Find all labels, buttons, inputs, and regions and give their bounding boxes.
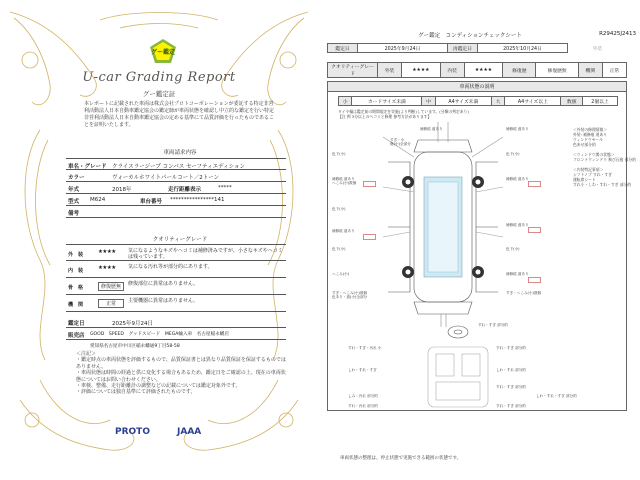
damage-label: 補修痕 道あり: [506, 177, 529, 181]
cell: 再鑑定日: [448, 44, 478, 53]
interior-label: しわ・すれ 部分的: [496, 368, 526, 372]
quality-box: 正常: [98, 299, 124, 308]
quality-grade-table: [327, 62, 627, 78]
date-table: [327, 43, 627, 53]
field-label: 車台番号: [140, 199, 163, 205]
appraisal-date: 2025年9月24日: [112, 321, 153, 327]
interior-label: すれ・すぎ・汚れ 小: [348, 346, 382, 350]
cell: クオリティーグレード: [328, 63, 378, 78]
damage-marker: [363, 234, 376, 240]
logo-text: グー鑑定: [150, 49, 176, 56]
damage-marker: [528, 227, 541, 233]
legend-note: タイヤ幅は鑑定前の期間規定を実施(より判断)しています。(分類の判定あり) 【注 例 3分以上のヘコミと修理 参考方法があります】: [338, 109, 469, 119]
interior-label: すれ・すぎ 部分的: [496, 346, 526, 350]
field-label: 型式: [68, 199, 80, 205]
field-value: ****************141: [170, 197, 225, 203]
cell: ★★★★: [402, 63, 441, 78]
certificate-subtitle: グー鑑定証: [142, 90, 176, 98]
field-label: 走行距離表示: [168, 187, 202, 193]
proto-logo: PROTO: [115, 427, 150, 437]
damage-label: 色下(小): [332, 207, 346, 211]
damage-label: 補修痕 道あり: [332, 229, 355, 233]
sheet-code: R29425J2413: [599, 31, 636, 37]
quality-row-interior: [66, 261, 286, 278]
vehicle-section-heading: 車両請求内容: [163, 150, 197, 156]
damage-label: 色下(小): [506, 152, 520, 156]
quality-row-exterior: [66, 244, 286, 261]
interior-label: しわ・すれ・すぎ: [348, 368, 377, 372]
vehicle-fields: [66, 158, 286, 218]
quality-label: 内 装: [68, 268, 84, 274]
interior-label: しみ・汚れ 部分的: [348, 394, 378, 398]
dealer-address: 愛知県名古屋市中川区稲永幡通9丁目58-58: [90, 344, 180, 349]
cell: 数値: [561, 97, 583, 106]
damage-label: 補修痕 道あり へこみ(小)数個: [332, 177, 357, 186]
field-value: M624: [90, 197, 106, 203]
cell: カードサイズ未満: [352, 97, 422, 106]
field-value: 2018年: [112, 187, 132, 193]
interior-label: すれ・すぎ 部分的: [478, 323, 508, 327]
appraisal-date-label: 鑑定日: [68, 321, 85, 327]
cell: 内装: [440, 63, 464, 78]
damage-label: 補修痕 道あり: [506, 127, 529, 131]
quality-stars: ★★★★: [98, 249, 116, 255]
appraisal-date-row: [66, 316, 286, 328]
quality-desc: 修復部位に異常はありません。: [128, 281, 199, 287]
quality-section-heading: クオリティーグレード: [152, 237, 208, 243]
damage-marker: [528, 181, 541, 187]
quality-row-frame: [66, 278, 286, 295]
grading-certificate: [0, 0, 318, 480]
damage-label: 補修痕 道あり: [420, 127, 443, 131]
cell: 2個以上: [583, 97, 618, 106]
damage-label: すぎ・へこみ(小)数個 色あり・道(小)全部分: [332, 291, 368, 300]
certificate-notes: [76, 351, 286, 396]
damage-label: 色下(小): [332, 152, 346, 156]
cell: 正常: [602, 63, 626, 78]
cell: 大: [491, 97, 504, 106]
quality-desc: 主要機器に異常はありません。: [128, 298, 199, 304]
cell: A4サイズ未満: [435, 97, 491, 106]
field-value: *****: [218, 185, 232, 191]
note-item: ・車検、整備、走行距離計の調整などの記載については鑑定対象外です。: [76, 383, 241, 390]
quality-label: 機 関: [68, 302, 84, 308]
field-label: 備考: [68, 211, 80, 217]
cell: ★★★★: [464, 63, 503, 78]
cell: 外装: [378, 63, 402, 78]
quality-label: 骨 格: [68, 285, 84, 291]
quality-label: 外 装: [68, 252, 84, 258]
interior-label: すれ・すぎ 部分的: [496, 404, 526, 408]
damage-label: 補修痕 道あり: [506, 223, 529, 227]
note-item: ・評価については独自基準にて評価されたものです。: [76, 389, 196, 396]
dealer-rows: [66, 316, 286, 352]
jaaa-logo: JAAA: [177, 427, 202, 437]
quality-desc: 気になるようなキズやヘコミは補修済みですが、小さなキズやヘコミは残っています。: [128, 248, 283, 260]
quality-desc: 気になる汚れ等が部分的にあります。: [128, 264, 213, 270]
dealer-label: 販売店: [68, 333, 85, 339]
damage-label: 色下(小): [332, 247, 346, 251]
damage-marker: [528, 277, 541, 283]
cell: 2025年9月24日: [358, 44, 448, 53]
interior-label: しわ・すれ・すぎ 部分的: [536, 394, 577, 398]
condition-check-sheet: [320, 0, 640, 480]
field-label: 年式: [68, 187, 80, 193]
field-row-model: [66, 194, 286, 206]
field-label: 車名・グレード: [68, 164, 107, 170]
field-value: ヴォーカルホワイトパールコート／2トーン: [112, 175, 220, 181]
damage-label: 補修痕 道あり: [506, 272, 529, 276]
cell: 機関: [578, 63, 602, 78]
cell: 小: [339, 97, 352, 106]
damage-label: すぎ・小 傷(小)全部分: [390, 138, 411, 147]
interior-label: すれ・汚れ 部分的: [348, 404, 378, 408]
field-row-name: [66, 158, 286, 170]
dealer-row: [66, 328, 286, 340]
repair-notes: ＜外装の修理情報＞ 外装: 補修痕 道あり ウィンドウモール 色あせ部分的 ＜ウィンドウ関の状態＞ フロントウィンドウ 飛び石痕 部分的 ＜内装特記事項＞ シフトノブ すれ・すぎ 運転席シート すれ小・しわ・すれ・すぎ 部分的: [573, 127, 636, 187]
damage-marker: [363, 181, 376, 187]
damage-label: 色下(小): [506, 247, 520, 251]
field-row-color: [66, 170, 286, 182]
interior-label: すれ・すぎ 部分的: [496, 385, 526, 389]
field-row-year: [66, 182, 286, 194]
damage-label: へこみ(小): [332, 272, 350, 276]
cell: 修復歴無: [536, 63, 578, 78]
certificate-intro: 本レポートに記載された車両は株式会社プロトコーポレーションが委託する特定非営利活動法人日本自動車鑑定協会の鑑定師が車両状態を確認し中立的な鑑定を行い特定非営利活動法人日本自動車鑑定協会の定める基準にて品質評価を行ったものであることを証明いたします。: [84, 101, 275, 128]
dealer-name: GOOD SPEED グッドスピード MEGA輸入車 名古屋稲永幡店: [90, 332, 229, 337]
sheet-title: グー鑑定 コンディションチェックシート: [418, 33, 522, 39]
quality-row-engine: [66, 295, 286, 312]
panel-heading: 車両状態の説明: [328, 82, 626, 92]
cell: 鑑定日: [328, 44, 358, 53]
field-row-remarks: [66, 206, 286, 218]
notes-heading: ＜注記＞: [76, 351, 97, 357]
cell: 2025年10月24日: [478, 44, 568, 53]
field-label: カラー: [68, 175, 85, 181]
field-value: クライスラージープ コンパス セーフティエディション: [112, 164, 246, 170]
goo-kantei-logo: [149, 38, 177, 64]
cell: 外装: [592, 46, 603, 52]
note-item: ・鑑定時点の車両状態を評価するもので、品質保証書とは異なり品質保証を保証するものではありません。: [76, 357, 286, 370]
cell: A4サイズ以上: [505, 97, 561, 106]
certificate-title: U-car Grading Report: [82, 70, 236, 85]
note-item: ・車両状態は時間の経過と供に変化する場合もあるため、鑑定日をご確認の上、現在の車両状態についてはお問い合わせください。: [76, 370, 286, 383]
quality-rows: [66, 244, 286, 312]
sheet-bottom-note: 車両状態の整理は、停止状態で実施できる範囲の状態です。: [340, 456, 462, 461]
quality-stars: ★★★★: [98, 265, 116, 271]
cell: 中: [422, 97, 435, 106]
quality-box: 修復歴無: [98, 282, 124, 291]
vehicle-condition-panel: [327, 81, 636, 411]
damage-label: すぎ・へこみ(小)数個: [506, 291, 542, 295]
cell: 修復歴: [503, 63, 536, 78]
